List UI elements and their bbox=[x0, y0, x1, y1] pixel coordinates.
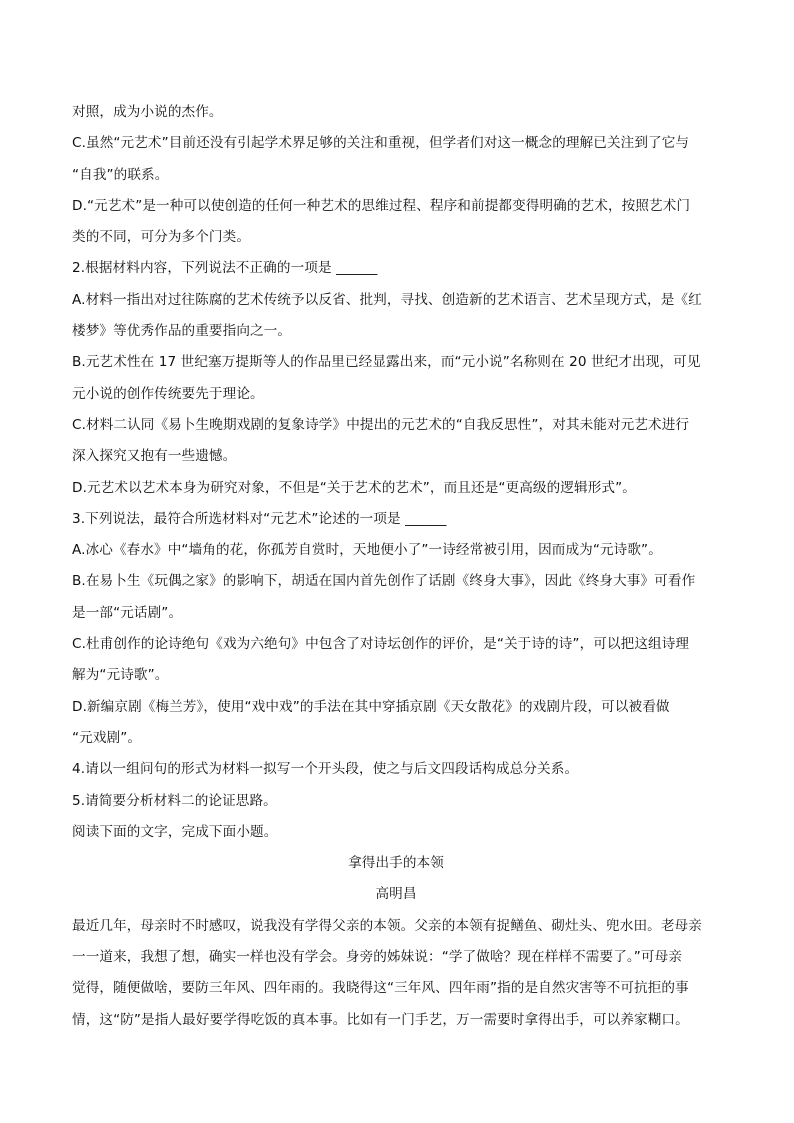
option-b: B.元艺术性在 17 世纪塞万提斯等人的作品里已经显露出来，而“元小说”名称则在 20 世纪才出现，可见 bbox=[72, 354, 701, 371]
option-c: C.杜甫创作的论诗绝句《戏为六绝句》中包含了对诗坛创作的评价，是“关于诗的诗”，可以把这组诗理 bbox=[72, 636, 690, 653]
option-d: D.“元艺术”是一种可以使创造的任何一种艺术的思维过程、程序和前提都变得明确的艺术，按照艺术门 bbox=[72, 197, 691, 214]
article-text-line: 觉得，随便做啥，要防三年风、四年雨的。我晓得这“三年风、四年雨”指的是自然灾害等不可抗拒的事 bbox=[72, 980, 689, 997]
article-author: 高明昌 bbox=[375, 886, 417, 903]
article-text-line: 一一道来，我想了想，确实一样也没有学会。身旁的姊妹说：“学了做啥？现在样样不需要了。”可母亲 bbox=[72, 949, 683, 966]
text-line: 楼梦》等优秀作品的重要指向之一。 bbox=[72, 323, 292, 340]
article-text-line: 最近几年，母亲时不时感叹，说我没有学得父亲的本领。父亲的本领有捉鳝鱼、砌灶头、兜水田。老母亲 bbox=[72, 917, 702, 934]
option-c: C.虽然“元艺术”目前还没有引起学术界足够的关注和重视，但学者们对这一概念的理解已关注到了它与 bbox=[72, 135, 690, 152]
option-d: D.元艺术以艺术本身为研究对象，不但是“关于艺术的艺术”，而且还是“更高级的逻辑形式”。 bbox=[72, 479, 636, 496]
text-line: 类的不同，可分为多个门类。 bbox=[72, 229, 251, 246]
question-2: 2.根据材料内容，下列说法不正确的一项是 ______ bbox=[72, 260, 378, 277]
text-line: 深入探究又抱有一些遗憾。 bbox=[72, 448, 237, 465]
text-line: 对照，成为小说的杰作。 bbox=[72, 104, 223, 120]
text-line: 解为“元诗歌”。 bbox=[72, 667, 169, 684]
option-c: C.材料二认同《易卜生晚期戏剧的复象诗学》中提出的元艺术的“自我反思性”，对其未能对元艺术进行 bbox=[72, 416, 690, 433]
text-line: “元戏剧”。 bbox=[72, 729, 142, 746]
question-4: 4.请以一组问句的形式为材料一拟写一个开头段，使之与后文四段话构成总分关系。 bbox=[72, 761, 579, 778]
option-a: A.冰心《春水》中“墙角的花，你孤芳自赏时，天地便小了”一诗经常被引用，因而成为“元诗歌”。 bbox=[72, 542, 662, 559]
article-text-line: 情，这“防”是指人最好要学得吃饭的真本事。比如有一门手艺，万一需要时拿得出手，可以养家糊口。 bbox=[72, 1011, 689, 1028]
text-line: 是一部“元话剧”。 bbox=[72, 604, 183, 621]
question-5: 5.请简要分析材料二的论证思路。 bbox=[72, 792, 277, 809]
option-b: B.在易卜生《玩偶之家》的影响下，胡适在国内首先创作了话剧《终身大事》，因此《终身大事》可看作 bbox=[72, 573, 696, 590]
reading-instruction: 阅读下面的文字，完成下面小题。 bbox=[72, 823, 278, 840]
option-a: A.材料一指出对过往陈腐的艺术传统予以反省、批判，寻找、创造新的艺术语言、艺术呈现方式，是《红 bbox=[72, 291, 702, 308]
article-title: 拿得出手的本领 bbox=[348, 855, 444, 872]
text-line: 元小说的创作传统要先于理论。 bbox=[72, 385, 264, 402]
text-line: “自我”的联系。 bbox=[72, 166, 169, 183]
option-d: D.新编京剧《梅兰芳》，使用“戏中戏”的手法在其中穿插京剧《天女散花》的戏剧片段，可以被看做 bbox=[72, 698, 670, 715]
document-page bbox=[72, 97, 720, 1036]
question-3: 3.下列说法，最符合所选材料对“元艺术”论述的一项是 ______ bbox=[72, 510, 447, 527]
